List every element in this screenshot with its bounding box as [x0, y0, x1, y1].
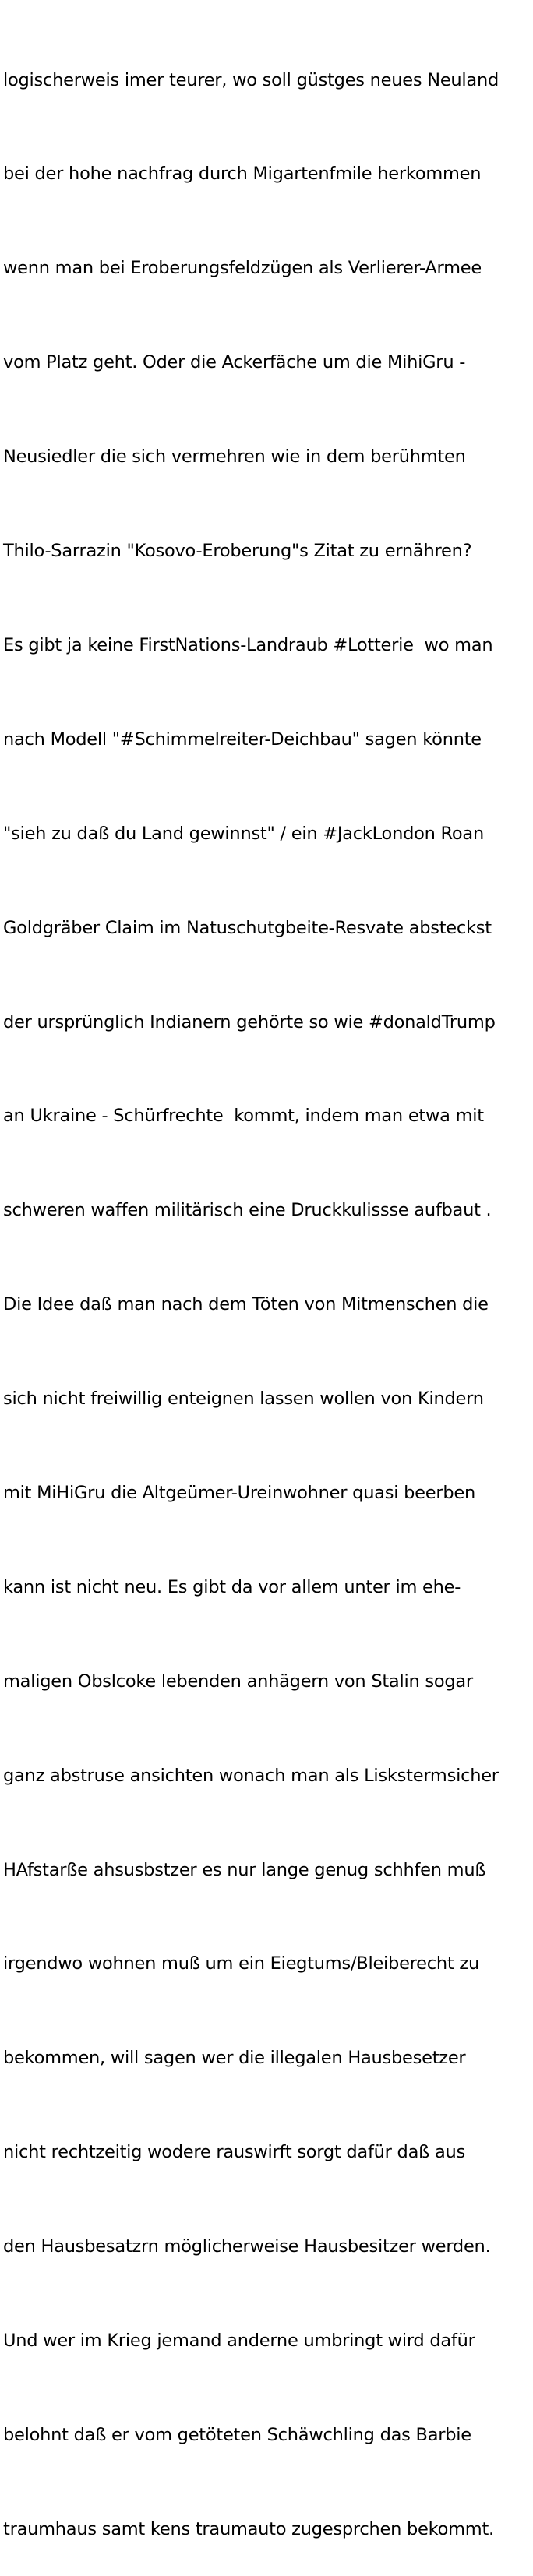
text-line: bei der hohe nachfrag durch Migartenfmile herkommen [3, 164, 482, 185]
text-line: HAfstarße ahsusbstzer es nur lange genug schhfen muß [3, 1859, 486, 1880]
text-line: wenn man bei Eroberungsfeldzügen als Verlierer-Armee [3, 258, 482, 279]
text-line: mit MiHiGru die Altgeümer-Ureinwohner quasi beerben [3, 1482, 475, 1503]
text-line: "sieh zu daß du Land gewinnst" / ein #JackLondon Roan [3, 823, 484, 844]
text-line: sich nicht freiwillig enteignen lassen wollen von Kindern [3, 1389, 484, 1410]
text-line: Die Idee daß man nach dem Töten von Mitmenschen die [3, 1294, 489, 1315]
text-line: vom Platz geht. Oder die Ackerfäche um die MihiGru - [3, 352, 466, 373]
text-line: den Hausbesatzrn möglicherweise Hausbesitzer werden. [3, 2236, 491, 2257]
text-line: nicht rechtzeitig wodere rauswirft sorgt dafür daß aus [3, 2142, 465, 2163]
text-line: schweren waffen militärisch eine Druckkulissse aufbaut . [3, 1200, 492, 1221]
text-line: an Ukraine - Schürfrechte kommt, indem man etwa mit [3, 1106, 484, 1127]
text-line: Es gibt ja keine FirstNations-Landraub #Lotterie wo man [3, 634, 493, 655]
text-line: Goldgräber Claim im Natuschutgbeite-Resvate absteckst [3, 917, 492, 938]
text-line: ganz abstruse ansichten wonach man als Liskstermsicher [3, 1765, 499, 1786]
text-line: Und wer im Krieg jemand anderne umbringt wird dafür [3, 2330, 475, 2351]
text-line: kann ist nicht neu. Es gibt da vor allem unter im ehe- [3, 1576, 461, 1597]
text-line: irgendwo wohnen muß um ein Eiegtums/Bleiberecht zu [3, 1953, 479, 1974]
text-line: Thilo-Sarrazin "Kosovo-Eroberung"s Zitat zu ernähren? [3, 541, 472, 562]
text-line: traumhaus samt kens traumauto zugesprchen bekommt. [3, 2518, 494, 2539]
text-line: belohnt daß er vom getöteten Schäwchling das Barbie [3, 2424, 471, 2445]
text-line: Neusiedler die sich vermehren wie in dem berühmten [3, 446, 466, 468]
text-line: maligen Obslcoke lebenden anhägern von Stalin sogar [3, 1671, 473, 1692]
text-line: logischerweis imer teurer, wo soll güstges neues Neuland [3, 69, 499, 90]
text-line: der ursprünglich Indianern gehörte so wie #donaldTrump [3, 1011, 496, 1032]
text-line: nach Modell "#Schimmelreiter-Deichbau" sagen könnte [3, 729, 482, 750]
text-line: bekommen, will sagen wer die illegalen Hausbesetzer [3, 2048, 466, 2069]
